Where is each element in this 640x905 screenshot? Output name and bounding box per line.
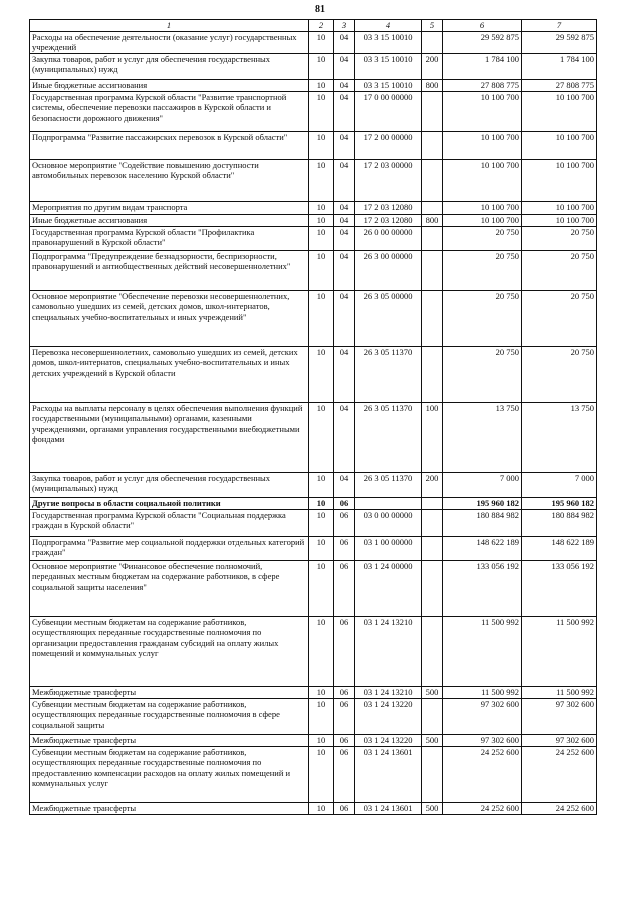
- target-article-code: 17 2 00 00000: [355, 132, 422, 160]
- amount-year-2: 24 252 600: [522, 747, 597, 803]
- section-code: 10: [309, 92, 334, 132]
- subsection-code: 04: [334, 80, 355, 92]
- expense-name: Закупка товаров, работ и услуг для обеспечения государственных (муниципальных) нужд: [30, 473, 309, 498]
- expense-name: Межбюджетные трансферты: [30, 803, 309, 815]
- amount-year-1: 97 302 600: [443, 699, 522, 735]
- table-row: [30, 54, 597, 80]
- expense-name: Расходы на выплаты персоналу в целях обеспечения выполнения функций государственными (муниципальными) органами, казенными учреждениями, органами управления государственными внебюджетными фондами: [30, 403, 309, 473]
- header-col-4: 4: [355, 20, 422, 32]
- section-code: 10: [309, 747, 334, 803]
- expense-name: Государственная программа Курской области "Профилактика правонарушений в Курской области": [30, 227, 309, 251]
- table-row: [30, 132, 597, 160]
- table-row: [30, 92, 597, 132]
- amount-year-1: 20 750: [443, 227, 522, 251]
- amount-year-2: 13 750: [522, 403, 597, 473]
- expense-type-code: [422, 251, 443, 291]
- table-body: [30, 32, 597, 815]
- amount-year-2: 29 592 875: [522, 32, 597, 54]
- subsection-code: 04: [334, 291, 355, 347]
- table-row: [30, 735, 597, 747]
- target-article-code: 26 3 00 00000: [355, 251, 422, 291]
- expense-type-code: [422, 132, 443, 160]
- section-code: 10: [309, 80, 334, 92]
- amount-year-2: 27 808 775: [522, 80, 597, 92]
- amount-year-1: 7 000: [443, 473, 522, 498]
- amount-year-2: 20 750: [522, 291, 597, 347]
- amount-year-2: 1 784 100: [522, 54, 597, 80]
- header-col-1: 1: [30, 20, 309, 32]
- amount-year-1: 97 302 600: [443, 735, 522, 747]
- amount-year-1: 20 750: [443, 347, 522, 403]
- expense-name: Другие вопросы в области социальной политики: [30, 498, 309, 510]
- amount-year-1: 24 252 600: [443, 747, 522, 803]
- target-article-code: 03 3 15 10010: [355, 80, 422, 92]
- expense-type-code: 500: [422, 687, 443, 699]
- table-row: [30, 160, 597, 202]
- target-article-code: 03 1 00 00000: [355, 537, 422, 561]
- expense-name: Расходы на обеспечение деятельности (оказание услуг) государственных учреждений: [30, 32, 309, 54]
- page-number: 81: [315, 4, 325, 15]
- expense-name: Закупка товаров, работ и услуг для обеспечения государственных (муниципальных) нужд: [30, 54, 309, 80]
- target-article-code: 17 2 03 00000: [355, 160, 422, 202]
- expense-type-code: 800: [422, 215, 443, 227]
- target-article-code: 03 1 24 13210: [355, 617, 422, 687]
- section-code: 10: [309, 403, 334, 473]
- expense-name: Основное мероприятие "Финансовое обеспечение полномочий, переданных местным бюджетам на содержание работников, в сфере социальной защиты населения": [30, 561, 309, 617]
- subsection-code: 04: [334, 160, 355, 202]
- section-code: 10: [309, 473, 334, 498]
- amount-year-2: 7 000: [522, 473, 597, 498]
- target-article-code: 26 3 05 11370: [355, 403, 422, 473]
- amount-year-1: 10 100 700: [443, 202, 522, 215]
- header-col-5: 5: [422, 20, 443, 32]
- table-row: [30, 202, 597, 215]
- subsection-code: 04: [334, 473, 355, 498]
- subsection-code: 06: [334, 803, 355, 815]
- subsection-code: 04: [334, 227, 355, 251]
- expense-name: Основное мероприятие "Обеспечение перевозки несовершеннолетних, самовольно ушедших из семей, детских домов, школ-интернатов, специальных учебно-воспитательных и иных учреждений": [30, 291, 309, 347]
- expense-type-code: 500: [422, 803, 443, 815]
- expense-type-code: [422, 510, 443, 537]
- target-article-code: 03 1 24 13601: [355, 803, 422, 815]
- expense-type-code: [422, 699, 443, 735]
- expense-type-code: 500: [422, 735, 443, 747]
- expense-type-code: [422, 747, 443, 803]
- subsection-code: 04: [334, 215, 355, 227]
- expense-name: Подпрограмма "Развитие мер социальной поддержки отдельных категорий граждан": [30, 537, 309, 561]
- expense-type-code: [422, 227, 443, 251]
- subsection-code: 04: [334, 92, 355, 132]
- amount-year-2: 97 302 600: [522, 699, 597, 735]
- section-code: 10: [309, 617, 334, 687]
- amount-year-2: 148 622 189: [522, 537, 597, 561]
- target-article-code: 03 1 24 13210: [355, 687, 422, 699]
- amount-year-1: 180 884 982: [443, 510, 522, 537]
- amount-year-2: 11 500 992: [522, 617, 597, 687]
- table-header-row: [30, 20, 597, 32]
- target-article-code: 03 1 24 13220: [355, 699, 422, 735]
- amount-year-1: 10 100 700: [443, 160, 522, 202]
- expense-type-code: [422, 617, 443, 687]
- table-row: [30, 291, 597, 347]
- amount-year-1: 13 750: [443, 403, 522, 473]
- expense-type-code: [422, 498, 443, 510]
- target-article-code: 03 1 24 13601: [355, 747, 422, 803]
- expense-name: Государственная программа Курской области "Развитие транспортной системы, обеспечение перевозки пассажиров в Курской области и безопасности дорожного движения": [30, 92, 309, 132]
- target-article-code: 03 1 24 13220: [355, 735, 422, 747]
- header-col-7: 7: [522, 20, 597, 32]
- expense-type-code: [422, 291, 443, 347]
- expense-type-code: 100: [422, 403, 443, 473]
- section-code: 10: [309, 202, 334, 215]
- target-article-code: 26 3 05 11370: [355, 473, 422, 498]
- section-code: 10: [309, 227, 334, 251]
- section-code: 10: [309, 291, 334, 347]
- header-col-2: 2: [309, 20, 334, 32]
- section-code: 10: [309, 215, 334, 227]
- expense-name: Подпрограмма "Развитие пассажирских перевозок в Курской области": [30, 132, 309, 160]
- target-article-code: 03 1 24 00000: [355, 561, 422, 617]
- amount-year-1: 195 960 182: [443, 498, 522, 510]
- amount-year-1: 11 500 992: [443, 687, 522, 699]
- expense-type-code: [422, 92, 443, 132]
- subsection-code: 06: [334, 537, 355, 561]
- table-row: [30, 747, 597, 803]
- table-row: [30, 473, 597, 498]
- subsection-code: 06: [334, 510, 355, 537]
- amount-year-1: 20 750: [443, 251, 522, 291]
- amount-year-2: 180 884 982: [522, 510, 597, 537]
- section-code: 10: [309, 132, 334, 160]
- expense-type-code: 200: [422, 54, 443, 80]
- section-code: 10: [309, 498, 334, 510]
- subsection-code: 04: [334, 251, 355, 291]
- subsection-code: 06: [334, 747, 355, 803]
- subsection-code: 06: [334, 498, 355, 510]
- subsection-code: 06: [334, 699, 355, 735]
- amount-year-2: 20 750: [522, 347, 597, 403]
- section-code: 10: [309, 251, 334, 291]
- section-code: 10: [309, 160, 334, 202]
- expense-type-code: [422, 32, 443, 54]
- amount-year-2: 97 302 600: [522, 735, 597, 747]
- expense-name: Субвенции местным бюджетам на содержание работников, осуществляющих переданные государственные полномочия по предоставлению компенсации расходов на оплату жилых помещений и коммунальных услуг: [30, 747, 309, 803]
- table-row: [30, 80, 597, 92]
- header-col-6: 6: [443, 20, 522, 32]
- expense-name: Субвенции местным бюджетам на содержание работников, осуществляющих переданные государственные полномочия по организации предоставления гражданам субсидий на оплату жилых помещений и коммунальных услуг: [30, 617, 309, 687]
- amount-year-1: 24 252 600: [443, 803, 522, 815]
- table-row: [30, 561, 597, 617]
- amount-year-1: 10 100 700: [443, 92, 522, 132]
- table-row: [30, 498, 597, 510]
- subsection-code: 06: [334, 617, 355, 687]
- table-row: [30, 347, 597, 403]
- amount-year-1: 20 750: [443, 291, 522, 347]
- table-row: [30, 227, 597, 251]
- expense-name: Государственная программа Курской области "Социальная поддержка граждан в Курской области": [30, 510, 309, 537]
- amount-year-2: 20 750: [522, 251, 597, 291]
- amount-year-2: 195 960 182: [522, 498, 597, 510]
- subsection-code: 06: [334, 735, 355, 747]
- subsection-code: 04: [334, 202, 355, 215]
- amount-year-2: 24 252 600: [522, 803, 597, 815]
- amount-year-2: 20 750: [522, 227, 597, 251]
- amount-year-2: 10 100 700: [522, 132, 597, 160]
- expense-name: Субвенции местным бюджетам на содержание работников, осуществляющих переданные государственные полномочия в сфере социальной защиты: [30, 699, 309, 735]
- table-row: [30, 687, 597, 699]
- amount-year-1: 10 100 700: [443, 132, 522, 160]
- expense-type-code: 200: [422, 473, 443, 498]
- table-row: [30, 251, 597, 291]
- amount-year-1: 11 500 992: [443, 617, 522, 687]
- expense-name: Межбюджетные трансферты: [30, 735, 309, 747]
- table-row: [30, 32, 597, 54]
- section-code: 10: [309, 32, 334, 54]
- amount-year-1: 1 784 100: [443, 54, 522, 80]
- subsection-code: 04: [334, 32, 355, 54]
- amount-year-2: 10 100 700: [522, 202, 597, 215]
- table-row: [30, 537, 597, 561]
- amount-year-2: 10 100 700: [522, 160, 597, 202]
- subsection-code: 04: [334, 132, 355, 160]
- budget-table: [29, 19, 597, 815]
- section-code: 10: [309, 735, 334, 747]
- section-code: 10: [309, 561, 334, 617]
- target-article-code: 17 0 00 00000: [355, 92, 422, 132]
- target-article-code: 17 2 03 12080: [355, 202, 422, 215]
- expense-type-code: [422, 160, 443, 202]
- section-code: 10: [309, 537, 334, 561]
- amount-year-2: 11 500 992: [522, 687, 597, 699]
- expense-type-code: [422, 561, 443, 617]
- amount-year-2: 10 100 700: [522, 92, 597, 132]
- target-article-code: 26 0 00 00000: [355, 227, 422, 251]
- target-article-code: 03 0 00 00000: [355, 510, 422, 537]
- amount-year-1: 29 592 875: [443, 32, 522, 54]
- table-row: [30, 215, 597, 227]
- subsection-code: 04: [334, 347, 355, 403]
- expense-name: Перевозка несовершеннолетних, самовольно ушедших из семей, детских домов, школ-интернатов, специальных учебно-воспитательных и иных детских учреждений в Курской области: [30, 347, 309, 403]
- section-code: 10: [309, 687, 334, 699]
- target-article-code: 03 3 15 10010: [355, 32, 422, 54]
- amount-year-1: 27 808 775: [443, 80, 522, 92]
- table-row: [30, 510, 597, 537]
- expense-type-code: [422, 537, 443, 561]
- section-code: 10: [309, 510, 334, 537]
- header-col-3: 3: [334, 20, 355, 32]
- target-article-code: 17 2 03 12080: [355, 215, 422, 227]
- subsection-code: 06: [334, 687, 355, 699]
- expense-name: Иные бюджетные ассигнования: [30, 215, 309, 227]
- expense-name: Основное мероприятие "Содействие повышению доступности автомобильных перевозок населению Курской области": [30, 160, 309, 202]
- expense-name: Подпрограмма "Предупреждение безнадзорности, беспризорности, правонарушений и антиобщественных действий несовершеннолетних": [30, 251, 309, 291]
- section-code: 10: [309, 803, 334, 815]
- amount-year-2: 10 100 700: [522, 215, 597, 227]
- section-code: 10: [309, 699, 334, 735]
- table-row: [30, 803, 597, 815]
- target-article-code: 03 3 15 10010: [355, 54, 422, 80]
- subsection-code: 04: [334, 54, 355, 80]
- subsection-code: 06: [334, 561, 355, 617]
- table-row: [30, 403, 597, 473]
- table-row: [30, 617, 597, 687]
- expense-type-code: [422, 202, 443, 215]
- amount-year-1: 133 056 192: [443, 561, 522, 617]
- amount-year-2: 133 056 192: [522, 561, 597, 617]
- section-code: 10: [309, 54, 334, 80]
- expense-type-code: [422, 347, 443, 403]
- expense-name: Мероприятия по другим видам транспорта: [30, 202, 309, 215]
- expense-type-code: 800: [422, 80, 443, 92]
- target-article-code: 26 3 05 00000: [355, 291, 422, 347]
- table-row: [30, 699, 597, 735]
- expense-name: Межбюджетные трансферты: [30, 687, 309, 699]
- section-code: 10: [309, 347, 334, 403]
- amount-year-1: 10 100 700: [443, 215, 522, 227]
- target-article-code: [355, 498, 422, 510]
- amount-year-1: 148 622 189: [443, 537, 522, 561]
- target-article-code: 26 3 05 11370: [355, 347, 422, 403]
- subsection-code: 04: [334, 403, 355, 473]
- expense-name: Иные бюджетные ассигнования: [30, 80, 309, 92]
